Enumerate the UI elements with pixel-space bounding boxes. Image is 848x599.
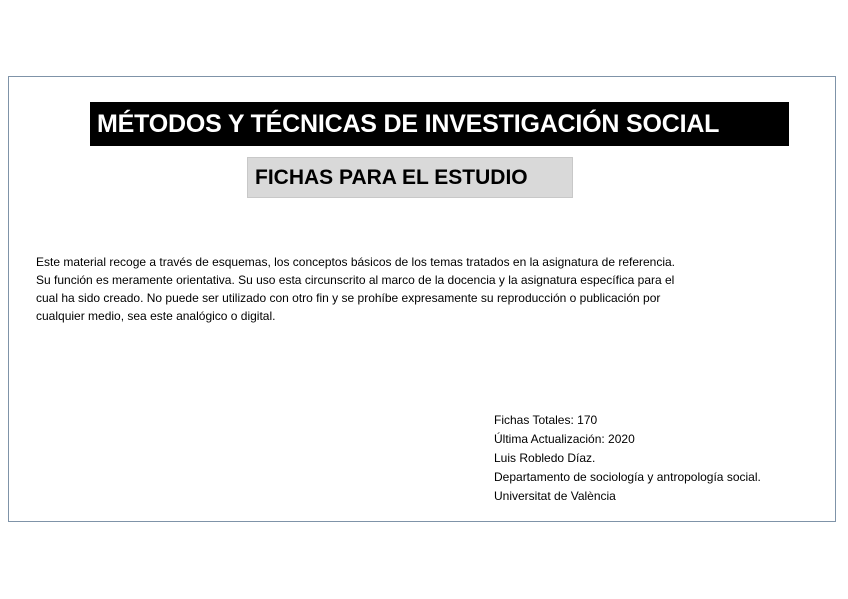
notice-line: cualquier medio, sea este analógico o digital. [36, 309, 276, 323]
document-info [494, 411, 761, 506]
notice-line: Este material recoge a través de esquemas, los conceptos básicos de los temas tratados en la asignatura de referencia. [36, 255, 676, 269]
department-name: Departamento de sociología y antropología social. [494, 470, 761, 484]
notice-line: Su función es meramente orientativa. Su uso esta circunscrito al marco de la docencia y la asignatura específica para el [36, 273, 675, 287]
notice-line: cual ha sido creado. No puede ser utilizado con otro fin y se prohíbe expresamente su reproducción o publicación por [36, 291, 661, 305]
total-cards: Fichas Totales: 170 [494, 413, 598, 427]
usage-notice [36, 253, 816, 325]
university-name: Universitat de València [494, 489, 616, 503]
document-subtitle: FICHAS PARA EL ESTUDIO [247, 157, 573, 198]
last-update: Última Actualización: 2020 [494, 432, 635, 446]
document-title: MÉTODOS Y TÉCNICAS DE INVESTIGACIÓN SOCIAL [90, 102, 789, 146]
author-name: Luis Robledo Díaz. [494, 451, 596, 465]
